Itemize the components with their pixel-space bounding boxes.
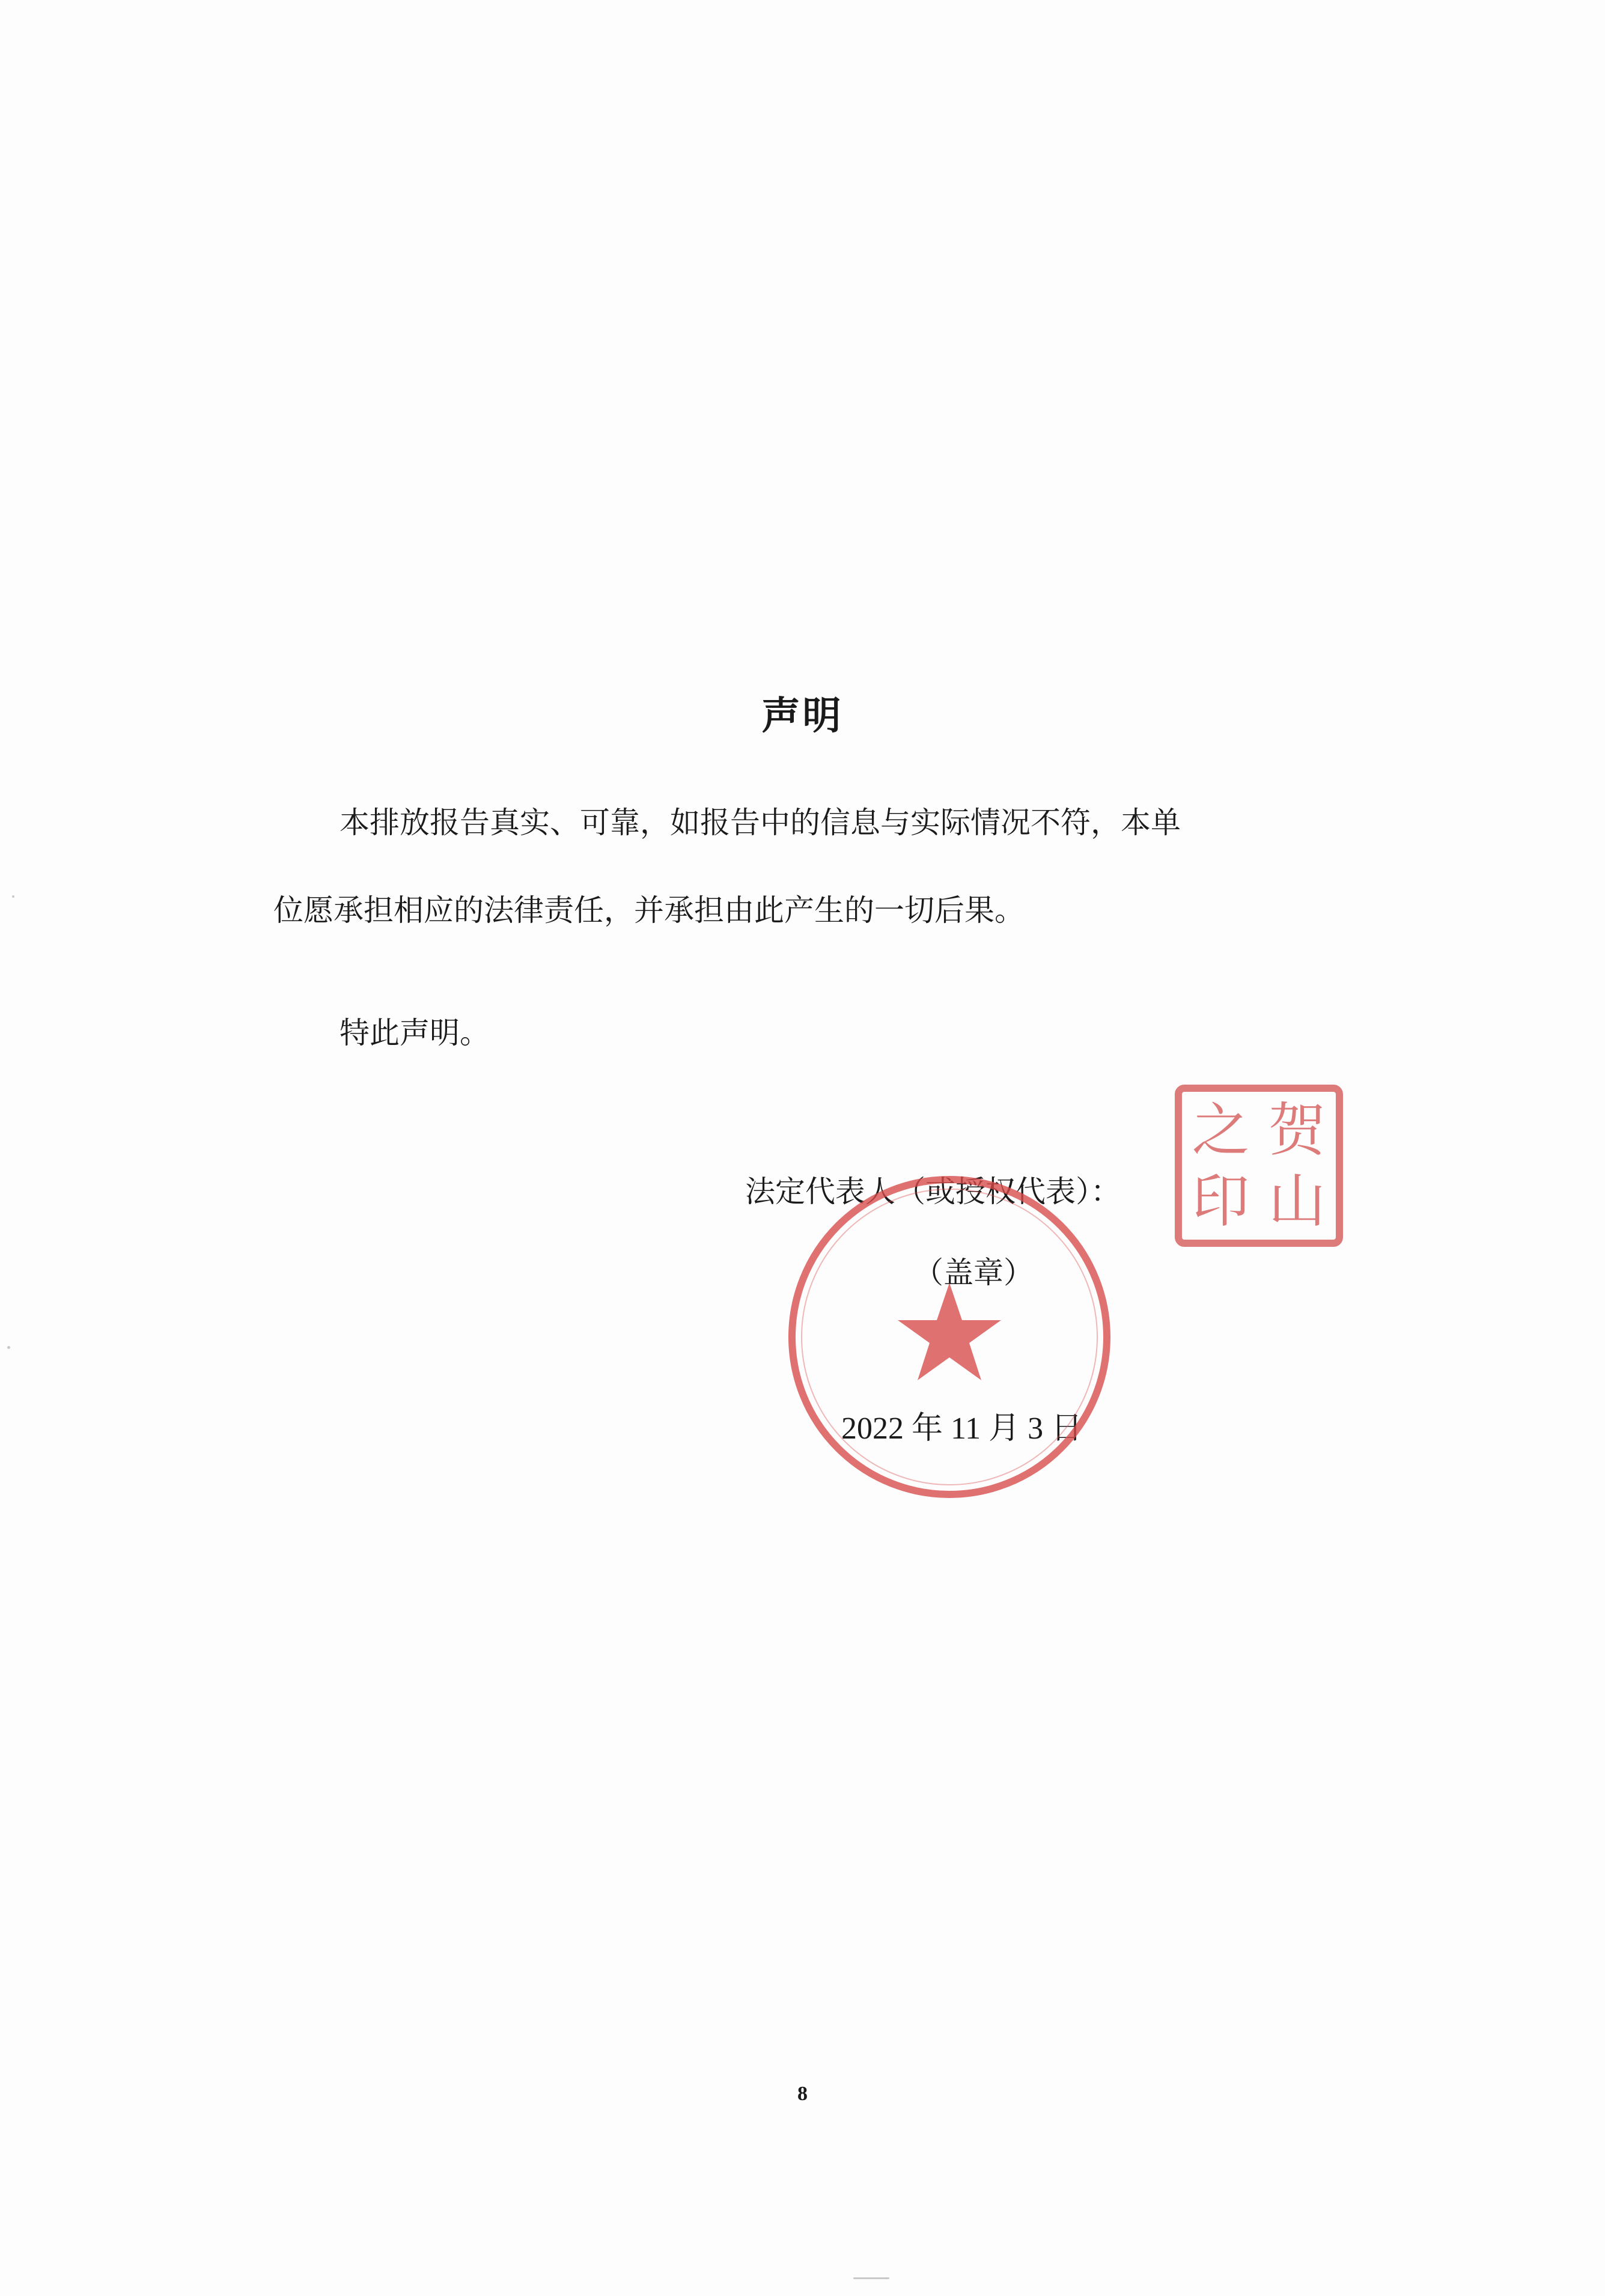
company-seal-icon xyxy=(781,1169,1118,1505)
declaration-paragraph-line-1: 本排放报告真实、可靠，如报告中的信息与实际情况不符，本单 xyxy=(340,805,1181,840)
personal-seal-char: 山 xyxy=(1268,1168,1326,1235)
personal-seal-char: 之 xyxy=(1192,1097,1250,1164)
stamp-label: （盖章） xyxy=(913,1255,1034,1290)
page-number: 8 xyxy=(797,2083,808,2105)
legal-representative-label: 法定代表人（或授权代表）： xyxy=(745,1174,1121,1209)
declaration-paragraph-line-2: 位愿承担相应的法律责任，并承担由此产生的一切后果。 xyxy=(273,893,1025,928)
closing-statement: 特此声明。 xyxy=(340,1016,490,1050)
personal-seal-char: 印 xyxy=(1192,1168,1250,1235)
document-title: 声明 xyxy=(761,694,844,738)
scan-speck xyxy=(12,895,14,898)
scan-speck xyxy=(7,1346,10,1349)
personal-seal-text xyxy=(1183,1095,1335,1237)
personal-seal-char: 贺 xyxy=(1268,1097,1326,1164)
signature-date: 2022 年 11 月 3 日 xyxy=(841,1411,1083,1446)
scan-speck xyxy=(853,2277,889,2279)
